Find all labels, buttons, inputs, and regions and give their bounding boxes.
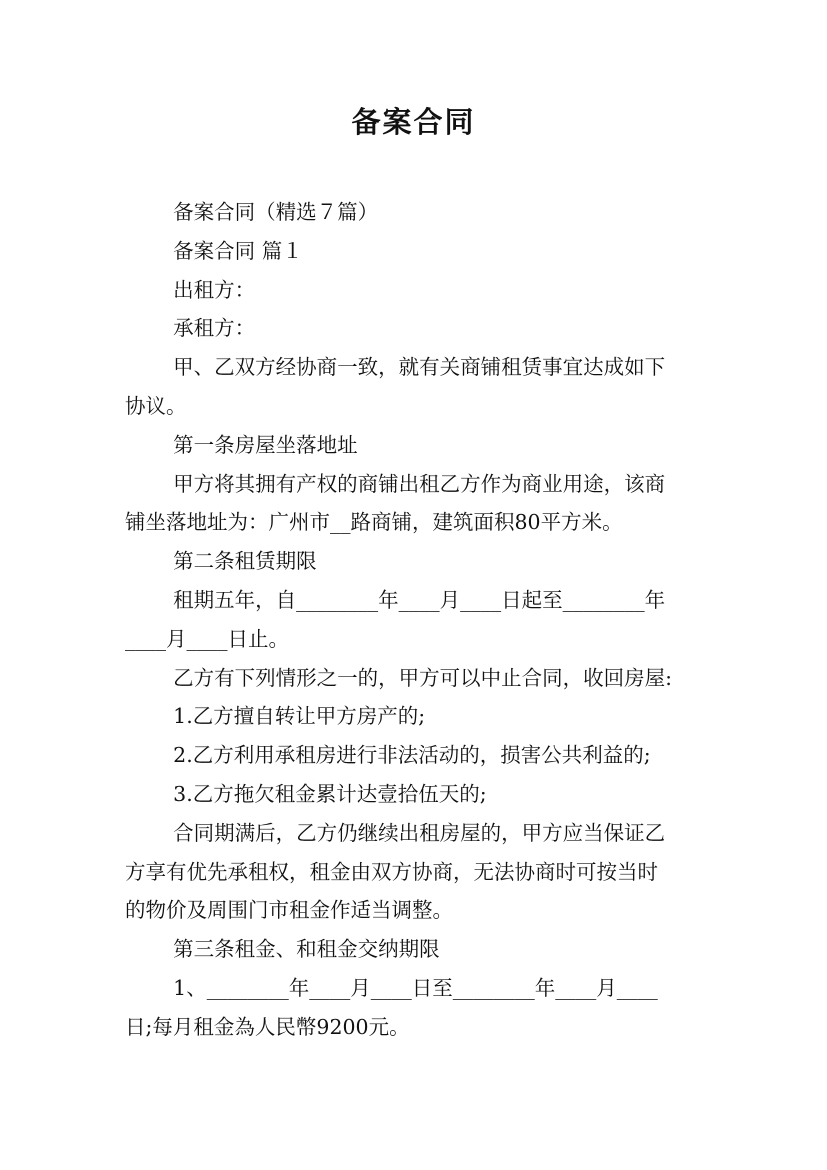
text-line: 租期五年，自________年____月____日起至________年 <box>173 587 666 612</box>
document-title: 备案合同 <box>351 105 476 139</box>
text-line: 的物价及周围门市租金作适当调整。 <box>125 898 453 923</box>
paragraph-lessee: 承租方： <box>173 316 256 341</box>
article-2-heading: 第二条租赁期限 <box>173 549 317 574</box>
text-line: 甲方将其拥有产权的商铺出租乙方作为商业用途，该商 <box>173 471 666 496</box>
paragraph-lessor: 出租方： <box>173 277 256 302</box>
paragraph-subtitle: 备案合同（精选７篇） <box>173 200 379 224</box>
text-line: 铺坐落地址为：广州市__路商铺，建筑面积80平方米。 <box>125 510 623 535</box>
text-line: 1、________年____月____日至________年____月____ <box>173 975 658 1000</box>
paragraph-property-address <box>125 465 703 543</box>
paragraph-renewal-priority <box>125 814 703 930</box>
paragraph-rent-amount <box>125 969 703 1047</box>
article-3-heading: 第三条租金、和租金交纳期限 <box>173 937 440 962</box>
text-line: 协议。 <box>125 393 187 418</box>
paragraph-agreement-intro <box>125 348 703 426</box>
text-line: 甲、乙双方经协商一致，就有关商铺租赁事宜达成如下 <box>173 355 666 380</box>
list-item-condition-3: 3.乙方拖欠租金累计达壹拾伍天的; <box>173 781 487 806</box>
document-body <box>125 193 703 1047</box>
text-line: 日;每月租金為人民幣9200元。 <box>125 1014 410 1039</box>
paragraph-termination-conditions: 乙方有下列情形之一的，甲方可以中止合同，收回房屋: <box>173 665 673 690</box>
list-item-condition-2: 2.乙方利用承租房进行非法活动的，损害公共利益的; <box>173 743 651 768</box>
list-item-condition-1: 1.乙方擅自转让甲方房产的; <box>173 704 426 729</box>
text-line: 方享有优先承租权，租金由双方协商，无法协商时可按当时 <box>125 859 658 884</box>
article-1-heading: 第一条房屋坐落地址 <box>173 432 358 457</box>
text-line: ____月____日止。 <box>125 626 289 651</box>
paragraph-lease-term <box>125 581 703 659</box>
text-line: 合同期满后，乙方仍继续出租房屋的，甲方应当保证乙 <box>173 820 666 845</box>
paragraph-section-heading: 备案合同 篇１ <box>173 238 303 263</box>
